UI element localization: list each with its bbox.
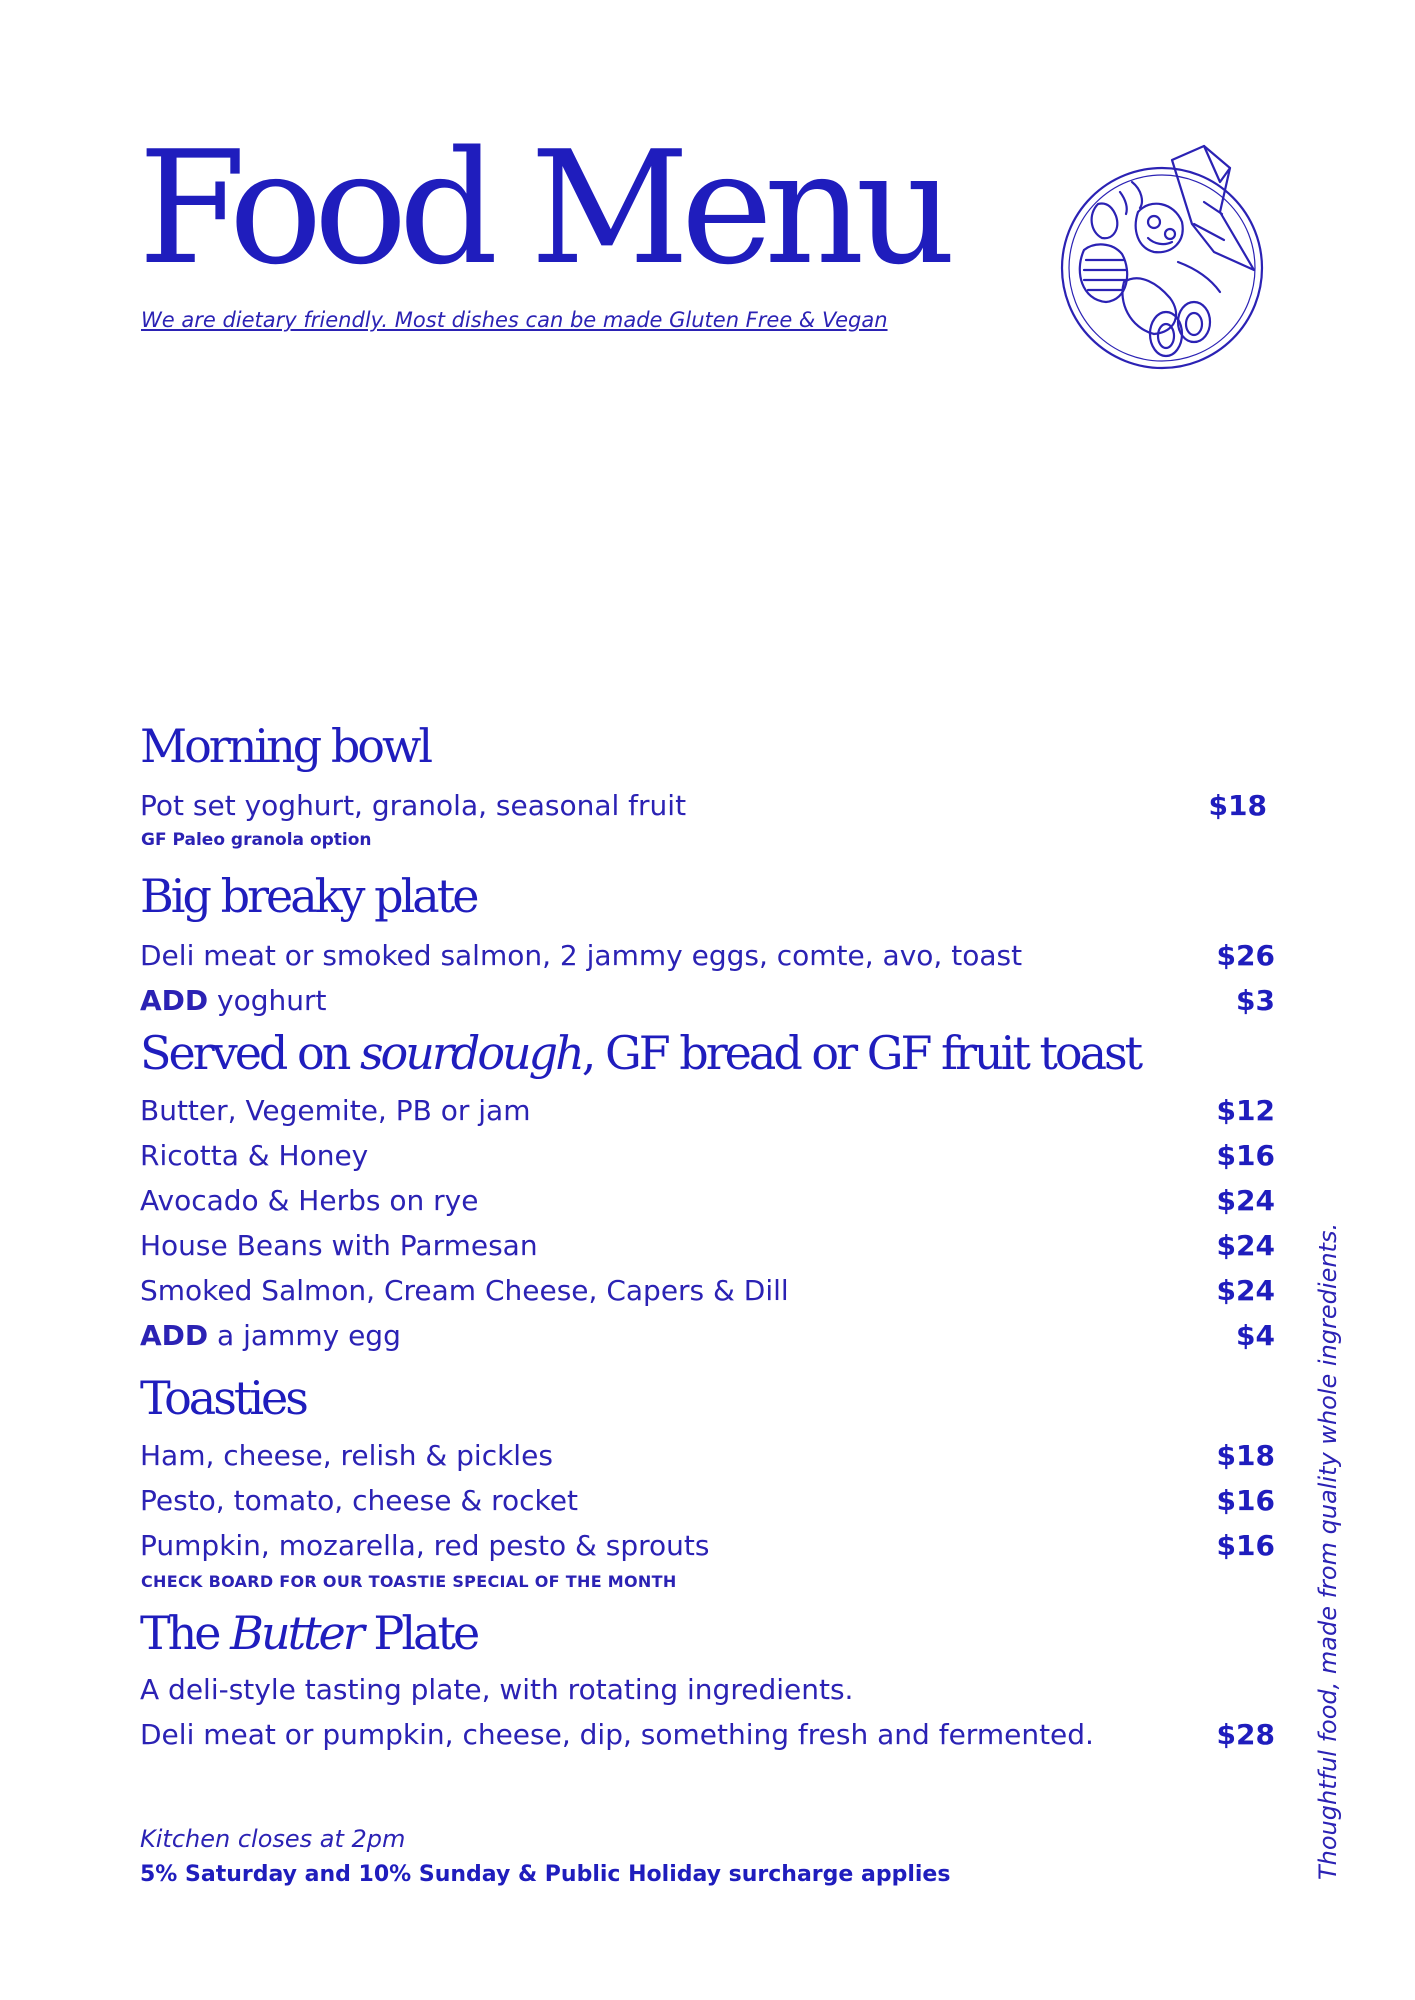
item-price: $24 — [1216, 1184, 1275, 1217]
item-price: $12 — [1216, 1094, 1275, 1127]
item-price: $28 — [1216, 1718, 1275, 1751]
item-name: Butter, Vegemite, PB or jam — [140, 1094, 531, 1127]
item-price: $18 — [1208, 789, 1267, 822]
item-price: $16 — [1216, 1484, 1275, 1517]
item-price: $16 — [1216, 1139, 1275, 1172]
menu-item — [140, 1715, 1275, 1755]
addon-text — [140, 1316, 401, 1356]
item-price: $24 — [1216, 1274, 1275, 1307]
page-title: Food Menu — [138, 117, 947, 299]
title-emphasis: Butter — [230, 1606, 362, 1660]
item-name: Ricotta & Honey — [140, 1139, 369, 1172]
kitchen-hours: Kitchen closes at 2pm — [140, 1825, 406, 1853]
section-title-morning-bowl: Morning bowl — [140, 719, 431, 773]
addon-label: ADD — [140, 1319, 209, 1352]
menu-item — [140, 1091, 1275, 1131]
menu-item — [140, 1271, 1275, 1311]
menu-item — [140, 1481, 1275, 1521]
item-name: Deli meat or pumpkin, cheese, dip, something fresh and fermented. — [140, 1718, 1094, 1751]
item-price: $3 — [1236, 984, 1275, 1017]
item-price: $26 — [1216, 939, 1275, 972]
menu-item — [140, 786, 1275, 826]
section-title-toasties: Toasties — [140, 1371, 306, 1425]
item-name: Avocado & Herbs on rye — [140, 1184, 479, 1217]
menu-item — [140, 1136, 1275, 1176]
item-price: $16 — [1216, 1529, 1275, 1562]
title-emphasis: sourdough — [359, 1026, 582, 1080]
item-description — [140, 1670, 1275, 1710]
title-part: Served on — [140, 1026, 360, 1080]
menu-item — [140, 1226, 1275, 1266]
menu-item — [140, 936, 1275, 976]
addon-name: a jammy egg — [208, 1319, 401, 1352]
addon-name: yoghurt — [208, 984, 327, 1017]
section-title-butter-plate — [140, 1606, 478, 1660]
item-name: Smoked Salmon, Cream Cheese, Capers & Dill — [140, 1274, 789, 1307]
menu-item — [140, 1526, 1275, 1566]
dietary-tagline: We are dietary friendly. Most dishes can be made Gluten Free & Vegan — [141, 308, 888, 332]
section-title-big-breaky: Big breaky plate — [140, 869, 477, 923]
menu-addon — [140, 1316, 1275, 1356]
item-name: Pumpkin, mozarella, red pesto & sprouts — [140, 1529, 710, 1562]
item-price: $24 — [1216, 1229, 1275, 1262]
item-name: Ham, cheese, relish & pickles — [140, 1439, 553, 1472]
item-name: Pot set yoghurt, granola, seasonal fruit — [140, 789, 687, 822]
surcharge-notice: 5% Saturday and 10% Sunday & Public Holiday surcharge applies — [140, 1862, 951, 1887]
plate-illustration — [1054, 142, 1274, 374]
item-price: $18 — [1216, 1439, 1275, 1472]
title-part: Plate — [361, 1606, 478, 1660]
menu-addon — [140, 981, 1275, 1021]
section-title-sourdough — [140, 1026, 1141, 1080]
menu-item — [140, 1436, 1275, 1476]
item-name: A deli-style tasting plate, with rotating ingredients. — [140, 1673, 854, 1706]
addon-text — [140, 981, 327, 1021]
title-part: The — [140, 1606, 231, 1660]
side-tagline: Thoughtful food, made from quality whole ingredients. — [1314, 1222, 1342, 1880]
menu-item — [140, 1181, 1275, 1221]
item-price: $4 — [1236, 1319, 1275, 1352]
title-part: , GF bread or GF fruit toast — [581, 1026, 1141, 1080]
item-note: GF Paleo granola option — [141, 830, 372, 850]
item-name: House Beans with Parmesan — [140, 1229, 538, 1262]
addon-label: ADD — [140, 984, 209, 1017]
item-name: Pesto, tomato, cheese & rocket — [140, 1484, 578, 1517]
toastie-special-note: CHECK BOARD FOR OUR TOASTIE SPECIAL OF THE MONTH — [141, 1572, 677, 1591]
item-name: Deli meat or smoked salmon, 2 jammy eggs, comte, avo, toast — [140, 939, 1023, 972]
